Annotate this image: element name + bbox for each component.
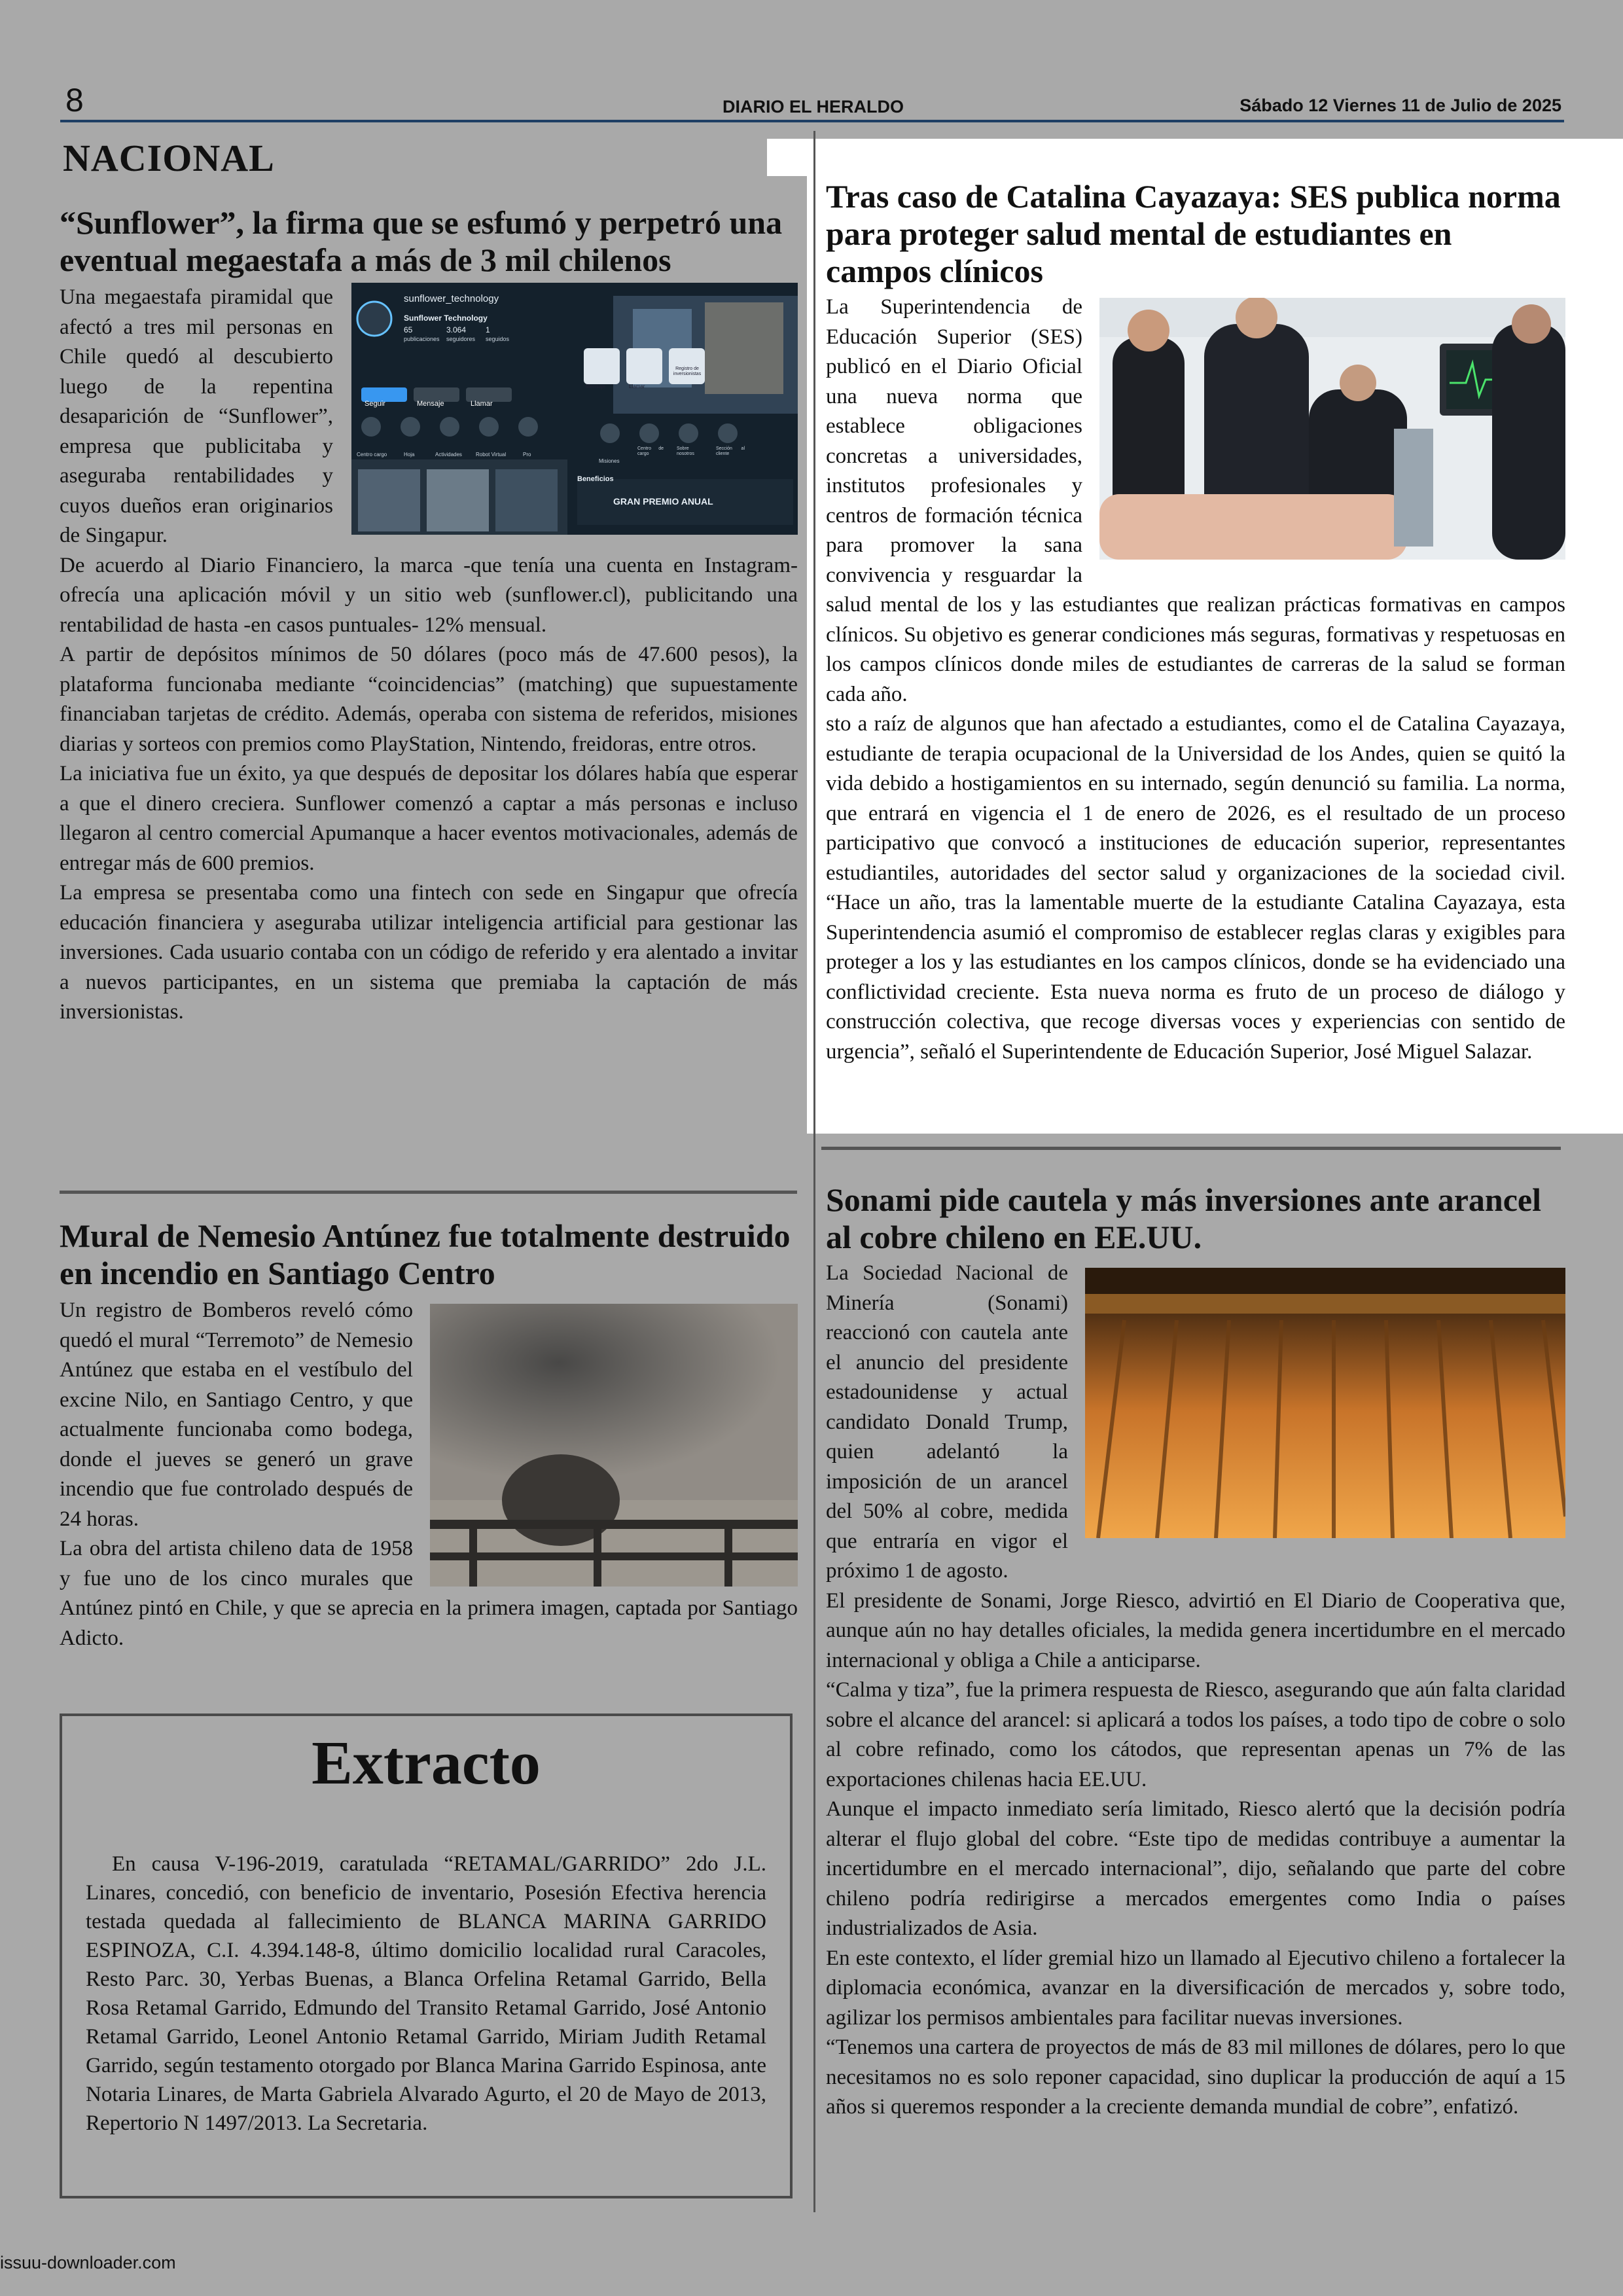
- article-title: Mural de Nemesio Antúnez fue totalmente destruido en incendio en Santiago Centro: [60, 1217, 791, 1291]
- article-paragraph: Un registro de Bomberos reveló cómo quedó el mural “Terremoto” de Nemesio Antúnez que estaba en el vestíbulo del excine Nilo, en Santiago Centro, y que actualmente funcionaba como bodega, donde el jueves se generó un grave incendio que fue controlado después de 24 horas.: [60, 1299, 413, 1531]
- instagram-stat-following-label: seguidos: [486, 336, 510, 342]
- instagram-icon-label: Hoja: [404, 452, 415, 457]
- article-paragraph: La Sociedad Nacional de Minería (Sonami) reaccionó con cautela ante el anuncio del presidente estadounidense y actual candidato Donald Trump, quien adelantó la imposición de un arancel del 50% al cobre, medida que entraría en vigor el próximo 1 de agosto.: [826, 1261, 1068, 1583]
- instagram-section-label: Beneficios: [577, 475, 614, 483]
- legal-notice-box: [60, 1713, 793, 2198]
- article-paragraph: sto a raíz de algunos que han afectado a estudiantes, como el de Catalina Cayazaya, estudiante de terapia ocupacional de la Universidad de los Andes, quien se quitó la vida debido a hostigamientos en su internado, según denunció su familia. La norma, que entrará en vigencia el 1 de enero de 2026, es el resultado de un proceso participativo que convocó a instituciones de educación superior, representantes estudiantiles, autoridades del sector salud y organizaciones de la sociedad civil. “Hace un año, tras la lamentable muerte de la estudiante Catalina Cayazaya, esta Superintendencia asumió el compromiso de establecer reglas claras y exigibles para proteger a los y las estudiantes en los campos clínicos, donde se ha evidenciado una conflictividad creciente. Esta nueva norma es fruto de un proceso de diálogo y construcción colectiva, que recoge diversas voces y experiencias con sentido de urgencia”, señaló el Superintendente de Educación Superior, José Miguel Salazar.: [826, 712, 1565, 1064]
- instagram-icon-label: Misiones: [599, 458, 620, 464]
- instagram-stat-following: 1: [486, 325, 490, 334]
- publication-name: DIARIO EL HERALDO: [722, 97, 904, 117]
- article-sonami: [826, 1181, 1565, 2123]
- instagram-icon-label: Centro de cargo: [637, 446, 664, 456]
- article-paragraph: La obra del artista chileno data de 1958 y fue uno de los cinco murales que Antúnez pintó en Chile, y que se aprecia en la primera imagen, captada por Santiago Adicto.: [60, 1537, 798, 1650]
- instagram-icon-label: Sobre nosotros: [677, 446, 694, 456]
- instagram-stat-followers-label: seguidores: [446, 336, 476, 342]
- instagram-stat-posts: 65: [404, 325, 413, 334]
- article-sunflower: [60, 204, 798, 1028]
- footer-watermark: issuu-downloader.com: [0, 2253, 176, 2272]
- burned-mural-art: [430, 1304, 798, 1587]
- page-number: 8: [65, 82, 84, 118]
- section-title: NACIONAL: [63, 137, 275, 179]
- header-rule: [60, 120, 1564, 122]
- article-paragraph: A partir de depósitos mínimos de 50 dólares (poco más de 47.600 pesos), la plataforma funcionaba mediante “coincidencias” (matching) que supuestamente financiaban tarjetas de crédito. Además, operaba con sistema de referidos, misiones diarias y sorteos con premios como PlayStation, Nintendo, freidoras, entre otros.: [60, 643, 798, 756]
- instagram-profile-name: sunflower_technology: [404, 293, 499, 304]
- instagram-stat-posts-label: publicaciones: [404, 336, 440, 342]
- clinical-training-photo: [1099, 298, 1565, 560]
- instagram-screenshot-photo: [351, 283, 798, 535]
- article-mural: [60, 1217, 798, 1653]
- instagram-icon-label: Centro cargo: [357, 452, 387, 457]
- instagram-promo-banner: GRAN PREMIO ANUAL: [613, 496, 713, 507]
- instagram-follow-button: Seguir: [365, 400, 385, 408]
- article-body: [826, 293, 1565, 1067]
- copper-cathodes-art: [1085, 1268, 1565, 1538]
- section-separator: [60, 1191, 797, 1194]
- burned-mural-photo: [430, 1304, 798, 1587]
- issue-date: Sábado 12 Viernes 11 de Julio de 2025: [1240, 96, 1561, 115]
- section-separator: [821, 1147, 1561, 1150]
- article-body: [60, 283, 798, 1028]
- column-divider: [813, 131, 815, 2212]
- instagram-tile-message: Mensaje: [586, 384, 606, 389]
- article-paragraph: Una megaestafa piramidal que afectó a tres mil personas en Chile quedó al descubierto luego de la repentina desaparición de “Sunflower”, empresa que publicitaba y aseguraba rentabilidades y cuyos dueños eran originarios de Singapur.: [60, 285, 333, 547]
- article-paragraph: El presidente de Sonami, Jorge Riesco, advirtió en El Diario de Cooperativa que, aunque aún no hay detalles oficiales, la medida genera incertidumbre en el mercado internacional y obliga a Chile a anticiparse.: [826, 1588, 1565, 1672]
- article-paragraph: La Superintendencia de Educación Superior (SES) publicó en el Diario Oficial una nueva norma que establece obligaciones concretas a universidades, institutos profesionales y centros de formación técnica para promover la sana convivencia y resguardar la salud mental de los y las estudiantes que realizan prácticas formativas en campos clínicos. Su objetivo es generar condiciones más seguras, formativas y respetuosas en los campos clínicos donde miles de estudiantes de carreras de la salud se forman cada año.: [826, 295, 1565, 706]
- instagram-call-button: Llamar: [471, 400, 493, 408]
- instagram-tile-register: Registro de inversionistas: [673, 367, 702, 376]
- article-paragraph: La empresa se presentaba como una fintech con sede en Singapur que ofrecía educación financiera y aseguraba utilizar inteligencia artificial para gestionar las inversiones. Cada usuario contaba con un código de referido y era alentado a invitar a nuevos participantes, en un sistema que premiaba la captación de más inversionistas.: [60, 881, 798, 1024]
- article-paragraph: La iniciativa fue un éxito, ya que después de depositar los dólares había que esperar a que el dinero creciera. Sunflower comenzó a captar a más personas e incluso llegaron al centro comercial Apumanque a hacer eventos motivacionales, además de entregar más de 600 premios.: [60, 762, 798, 875]
- instagram-icon-label: Actividades: [435, 452, 462, 457]
- instagram-tile-call: Llamar: [629, 384, 645, 389]
- copper-cathodes-photo: [1085, 1268, 1565, 1538]
- legal-notice-title: Extracto: [312, 1729, 541, 1797]
- instagram-account-name: Sunflower Technology: [404, 314, 488, 323]
- article-body: [60, 1296, 798, 1653]
- article-body: [826, 1259, 1565, 2123]
- article-title: “Sunflower”, la firma que se esfumó y perpetró una eventual megaestafa a más de 3 mil chilenos: [60, 204, 783, 278]
- instagram-icon-label: Robot Virtual: [476, 452, 507, 457]
- instagram-stat-followers: 3.064: [446, 325, 467, 334]
- article-ses: [826, 178, 1565, 1067]
- article-paragraph: En este contexto, el líder gremial hizo un llamado al Ejecutivo chileno a fortalecer la diplomacia económica, avanzar en la diversificación de mercados y, sobre todo, agilizar los permisos ambientales para facilitar nuevas inversiones.: [826, 1946, 1565, 2030]
- article-paragraph: De acuerdo al Diario Financiero, la marca -que tenía una cuenta en Instagram- ofrecía una aplicación móvil y un sitio web (sunflower.cl), publicitando una rentabilidad de hasta -en casos puntuales- 12% mensual.: [60, 553, 798, 637]
- article-paragraph: “Tenemos una cartera de proyectos de más de 83 mil millones de dólares, pero lo que necesitamos no es solo reponer capacidad, sino duplicar la producción de aquí a 15 años si queremos responder a la creciente demanda mundial de cobre”, enfatizó.: [826, 2036, 1565, 2119]
- article-paragraph: “Calma y tiza”, fue la primera respuesta de Riesco, asegurando que aún falta claridad sobre el alcance del arancel: si aplicará a todos los países, a todo tipo de cobre o solo al cobre refinado, como los cátodos, que representan apenas un 7% de las exportaciones chilenas hacia EE.UU.: [826, 1678, 1565, 1791]
- clinical-training-art: [1099, 298, 1565, 560]
- instagram-icon-label: Sección al cliente: [716, 446, 745, 456]
- instagram-icon-label: Pro: [523, 452, 531, 457]
- instagram-message-button: Mensaje: [417, 400, 444, 408]
- article-title: Sonami pide cautela y más inversiones ante arancel al cobre chileno en EE.UU.: [826, 1181, 1542, 1255]
- article-title: Tras caso de Catalina Cayazaya: SES publica norma para proteger salud mental de estudiantes en campos clínicos: [826, 178, 1561, 289]
- legal-notice-text: En causa V-196-2019, caratulada “RETAMAL/GARRIDO” 2do J.L. Linares, concedió, con beneficio de inventario, Posesión Efectiva herencia testada quedada al fallecimiento de BLANCA MARINA GARRIDO ESPINOZA, C.I. 4.394.148-8, último domicilio localidad rural Caracoles, Resto Parc. 30, Yerbas Buenas, a Blanca Orfelina Retamal Garrido, Bella Rosa Retamal Garrido, Edmundo del Transito Retamal Garrido, José Antonio Retamal Garrido, Leonel Antonio Retamal Garrido, Miriam Judith Retamal Garrido, según testamento otorgado por Blanca Marina Garrido Espinosa, ante Notaria Linares, de Marta Gabriela Alvarado Agurto, el 20 de Mayo de 2013, Repertorio N 1497/2013. La Secretaria.: [86, 1852, 766, 2135]
- highlight-panel-notch: [767, 139, 808, 176]
- article-paragraph: Aunque el impacto inmediato sería limitado, Riesco alertó que la decisión podría alterar el flujo global del cobre. “Este tipo de medidas contribuye a aumentar la incertidumbre en el mercado internacional”, dijo, señalando que parte del cobre chileno podría redirigirse a mercados emergentes como India o países industrializados de Asia.: [826, 1797, 1565, 1940]
